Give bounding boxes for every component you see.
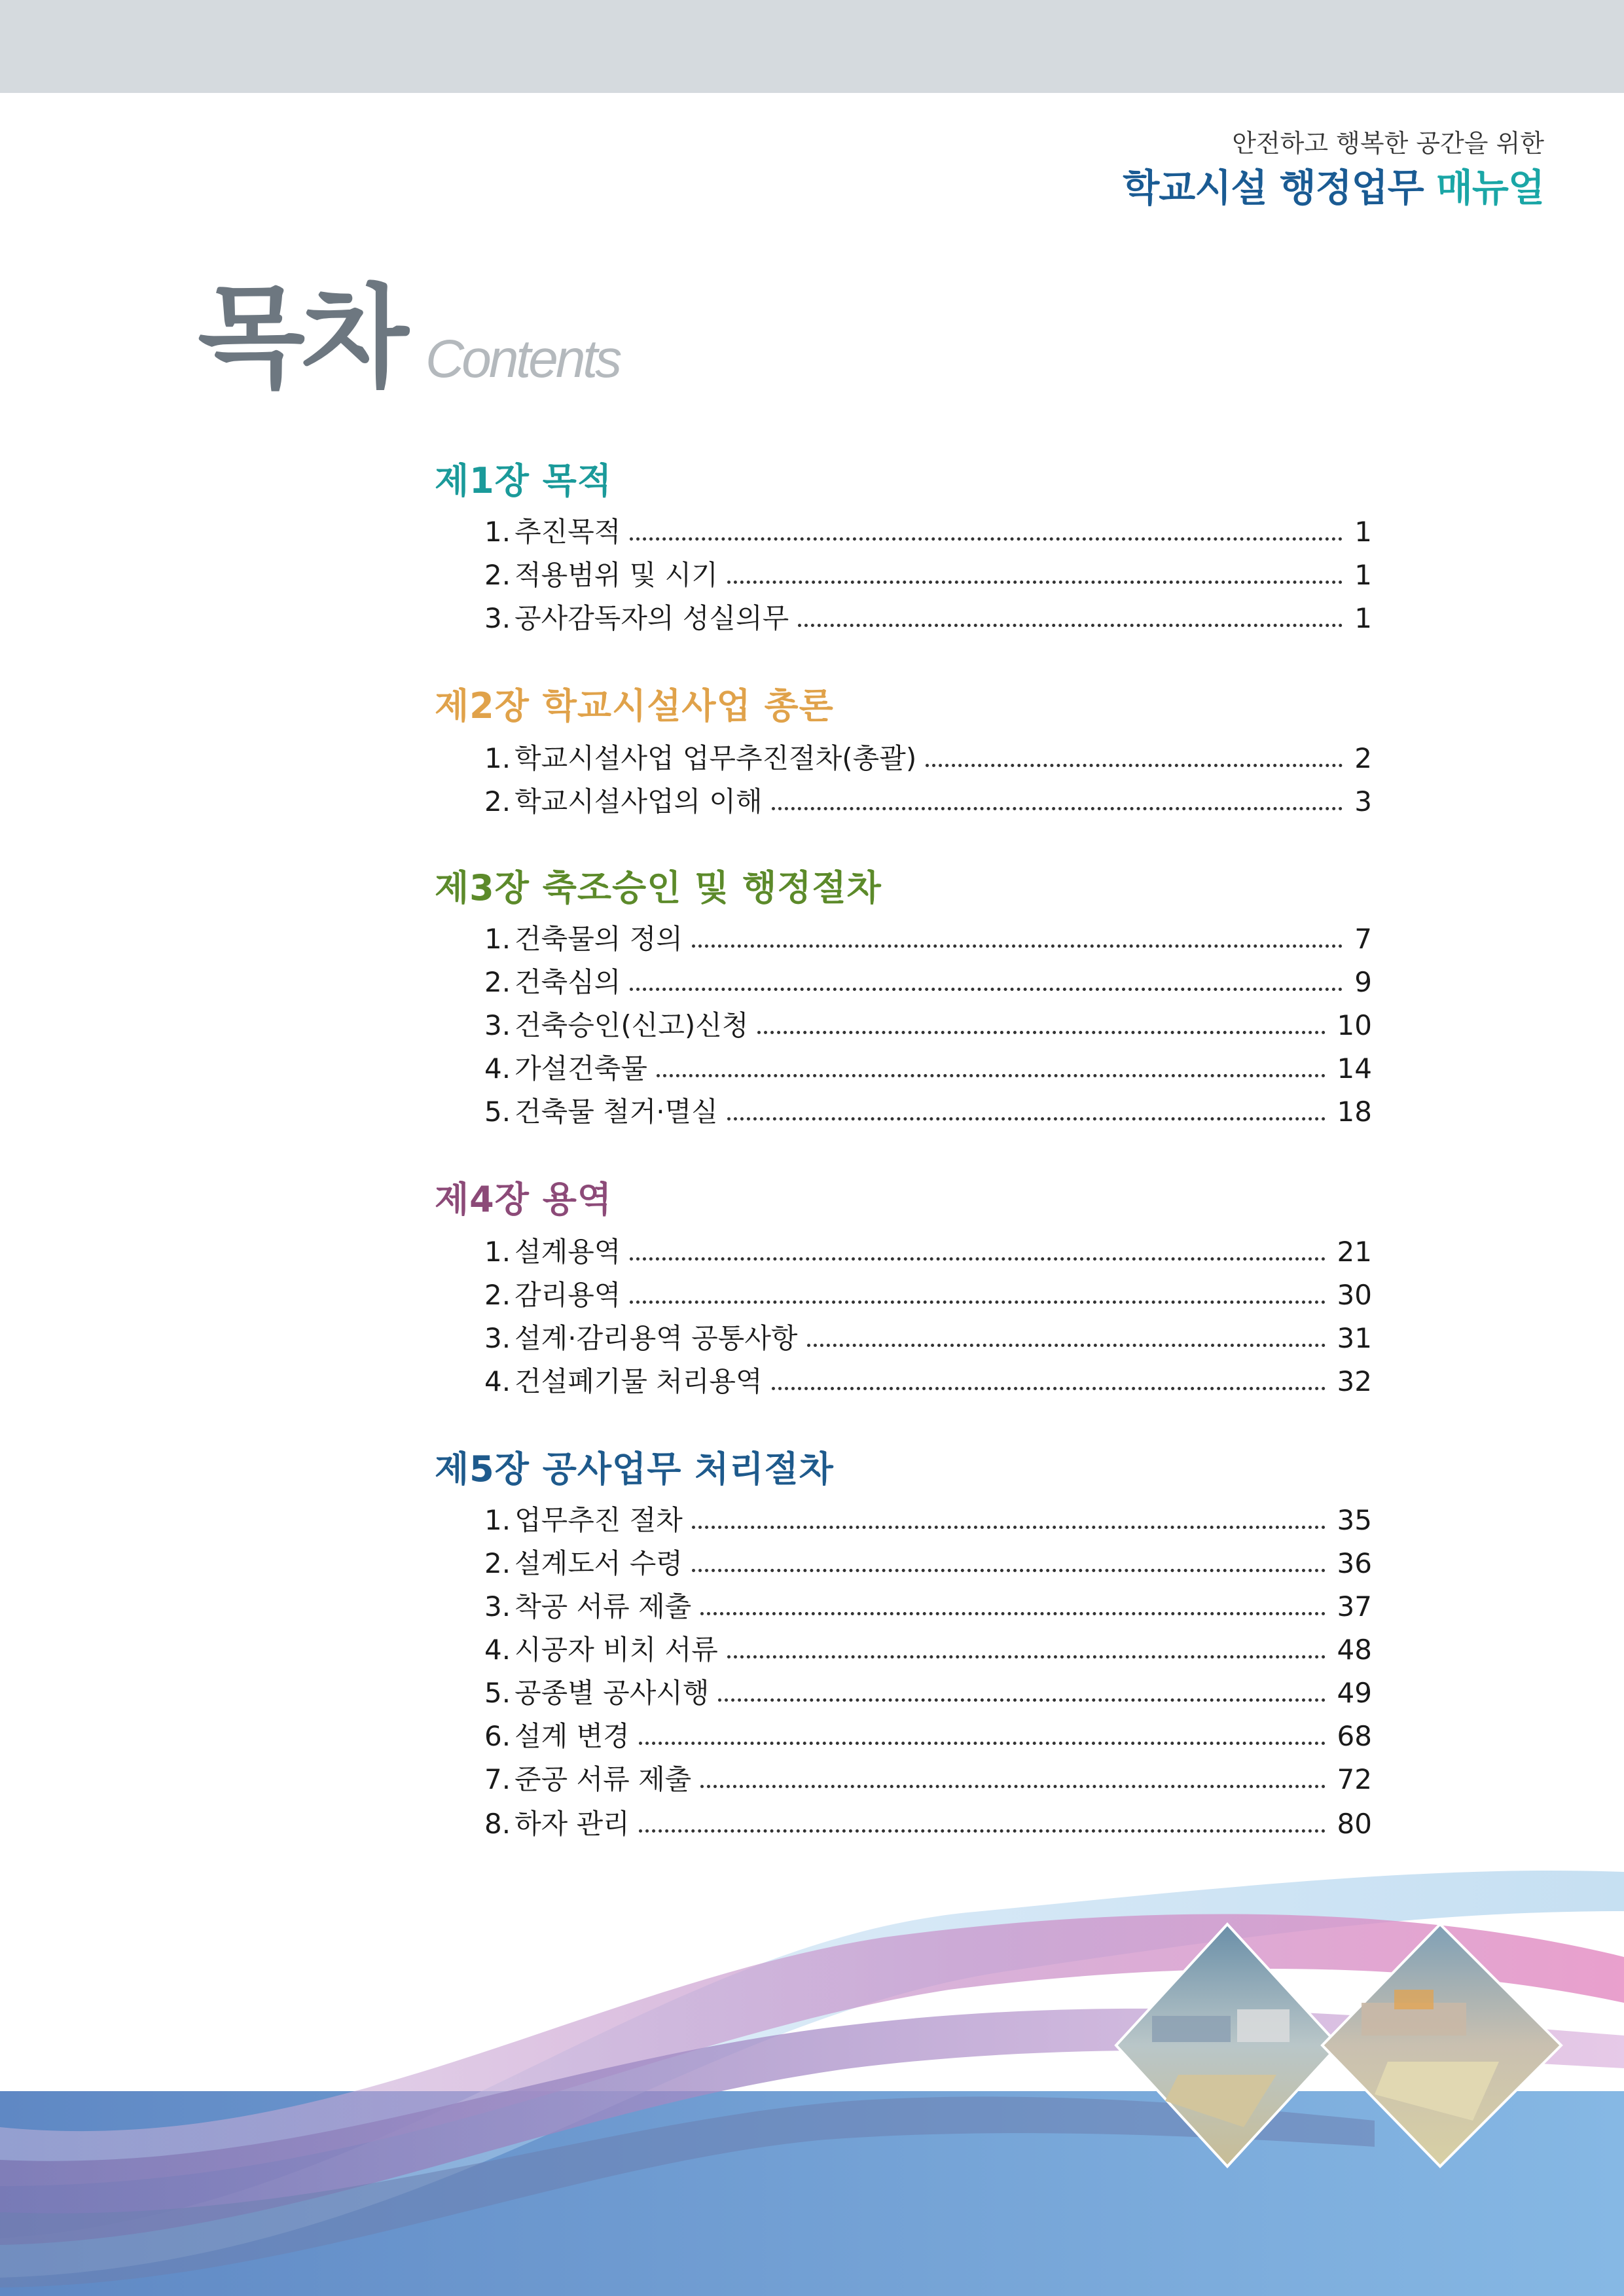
dot-leader [630,1257,1325,1261]
toc-entry[interactable] [484,555,1372,589]
toc-entry[interactable] [484,1318,1372,1352]
entry-page: 68 [1337,1720,1372,1752]
entry-page: 2 [1354,742,1372,774]
entry-number: 8. [484,1808,511,1840]
toc-entry[interactable] [484,1759,1372,1793]
entry-page: 7 [1354,923,1372,955]
toc-entry[interactable] [484,1275,1372,1309]
entry-label: 공사감독자의 성실의무 [514,602,789,634]
entry-page: 14 [1337,1052,1372,1085]
toc-entry[interactable] [484,1005,1372,1039]
entry-number: 2. [484,1547,511,1579]
dot-leader [639,1742,1326,1745]
chapter-2-title[interactable]: 제2장 학교시설사업 총론 [435,685,834,726]
dot-leader [700,1612,1325,1615]
entry-label: 적용범위 및 시기 [514,559,718,591]
entry-label: 건축승인(신고)신청 [514,1009,749,1041]
entry-label: 설계용역 [514,1236,621,1268]
entry-page: 1 [1354,602,1372,634]
dot-leader [657,1074,1326,1077]
entry-page: 72 [1337,1763,1372,1795]
entry-number: 1. [484,742,511,774]
entry-number: 1. [484,1236,511,1268]
dot-leader [692,1569,1326,1572]
chapter-5-title[interactable]: 제5장 공사업무 처리절차 [435,1448,834,1490]
entry-label: 추진목적 [514,516,621,548]
toc-title: 목차 [198,274,405,403]
entry-label: 설계 변경 [514,1720,630,1752]
header-subtitle: 안전하고 행복한 공간을 위한 [1232,129,1544,158]
dot-leader [692,944,1343,948]
entry-label: 건설폐기물 처리용역 [514,1365,763,1397]
entry-page: 49 [1337,1677,1372,1709]
entry-number: 3. [484,1590,511,1623]
dot-leader [727,1655,1326,1659]
entry-number: 1. [484,1504,511,1536]
entry-number: 1. [484,923,511,955]
entry-page: 1 [1354,516,1372,548]
entry-number: 2. [484,559,511,591]
entry-label: 설계도서 수령 [514,1547,683,1579]
entry-label: 감리용역 [514,1279,621,1311]
entry-label: 업무추진 절차 [514,1504,683,1536]
entry-number: 3. [484,1322,511,1354]
entry-number: 3. [484,1009,511,1041]
entry-label: 건축물의 정의 [514,923,683,955]
entry-label: 설계·감리용역 공통사항 [514,1322,798,1354]
toc-entry[interactable] [484,1500,1372,1534]
dot-leader [630,537,1343,541]
entry-label: 학교시설사업의 이해 [514,785,763,817]
toc-entry[interactable] [484,1630,1372,1664]
entry-page: 48 [1337,1634,1372,1666]
dot-leader [727,1117,1326,1121]
toc-entry[interactable] [484,1361,1372,1395]
header-title-main: 학교시설 행정업무 [1123,166,1436,210]
entry-page: 10 [1337,1009,1372,1041]
entry-page: 9 [1354,966,1372,998]
dot-leader [807,1344,1326,1347]
dot-leader [630,988,1343,991]
toc-entry[interactable] [484,1092,1372,1126]
entry-label: 준공 서류 제출 [514,1763,692,1795]
entry-number: 1. [484,516,511,548]
dot-leader [700,1785,1325,1788]
entry-page: 35 [1337,1504,1372,1536]
entry-page: 30 [1337,1279,1372,1311]
entry-label: 착공 서류 제출 [514,1590,692,1623]
entry-page: 3 [1354,785,1372,817]
toc-entry[interactable] [484,919,1372,953]
entry-label: 학교시설사업 업무추진절차(총괄) [514,742,917,774]
chapter-3-title[interactable]: 제3장 축조승인 및 행정절차 [435,867,882,908]
entry-page: 21 [1337,1236,1372,1268]
entry-number: 6. [484,1720,511,1752]
toc-entry[interactable] [484,781,1372,816]
entry-number: 2. [484,785,511,817]
entry-label: 건축심의 [514,966,621,998]
toc-entry[interactable] [484,1673,1372,1707]
toc-entry[interactable] [484,512,1372,546]
entry-page: 37 [1337,1590,1372,1623]
toc-entry[interactable] [484,1543,1372,1577]
toc-entry[interactable] [484,1049,1372,1083]
chapter-4-title[interactable]: 제4장 용역 [435,1179,613,1220]
dot-leader [718,1698,1325,1702]
entry-label: 가설건축물 [514,1052,647,1085]
toc-entry[interactable] [484,962,1372,996]
entry-number: 2. [484,966,511,998]
header-title-accent: 매뉴얼 [1435,166,1544,210]
entry-label: 시공자 비치 서류 [514,1634,718,1666]
dot-leader [926,764,1343,767]
entry-number: 5. [484,1677,511,1709]
toc-entry[interactable] [484,738,1372,772]
decorative-wave-artwork [0,1820,1624,2296]
toc-entry[interactable] [484,1587,1372,1621]
entry-page: 1 [1354,559,1372,591]
entry-page: 32 [1337,1365,1372,1397]
entry-page: 36 [1337,1547,1372,1579]
entry-number: 2. [484,1279,511,1311]
entry-number: 4. [484,1365,511,1397]
chapter-1-title[interactable]: 제1장 목적 [435,460,613,501]
entry-number: 7. [484,1763,511,1795]
entry-label: 공종별 공사시행 [514,1677,710,1709]
dot-leader [727,581,1343,584]
toc-entry[interactable] [484,1716,1372,1750]
toc-entry[interactable] [484,1232,1372,1266]
entry-number: 4. [484,1634,511,1666]
entry-number: 4. [484,1052,511,1085]
dot-leader [772,1387,1326,1390]
entry-page: 18 [1337,1096,1372,1128]
dot-leader [692,1526,1326,1529]
dot-leader [772,807,1343,810]
entry-label: 건축물 철거·멸실 [514,1096,718,1128]
entry-number: 5. [484,1096,511,1128]
entry-label: 하자 관리 [514,1808,630,1840]
entry-page: 80 [1337,1808,1372,1840]
entry-number: 3. [484,602,511,634]
toc-entry[interactable] [484,598,1372,632]
dot-leader [757,1031,1325,1034]
dot-leader [798,624,1343,627]
dot-leader [630,1300,1325,1304]
toc-title-english: Contents [425,329,620,389]
entry-page: 31 [1337,1322,1372,1354]
